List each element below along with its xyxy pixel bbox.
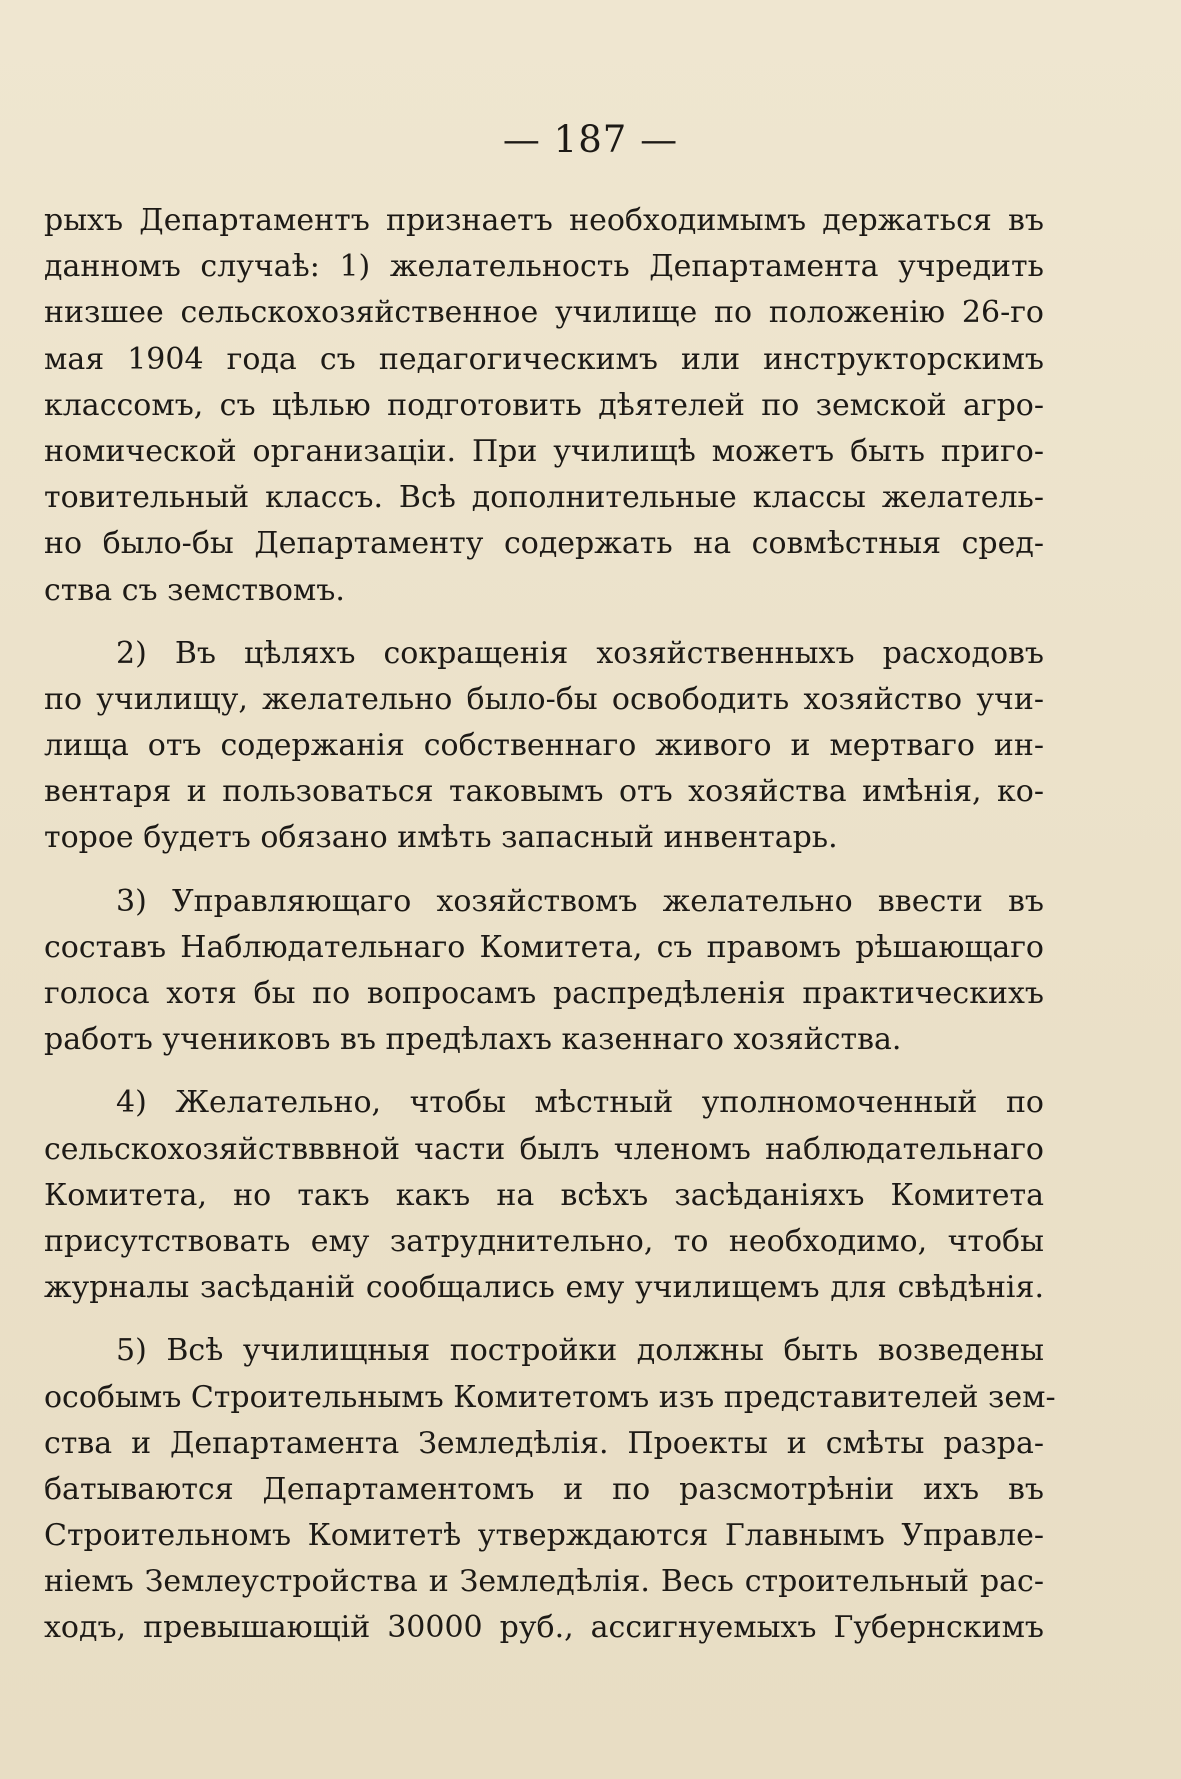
text-line: мая 1904 года съ педагогическимъ или инструкторскимъ [44, 341, 1044, 377]
text-line: низшее сельскохозяйственное училище по положенію 26-го [44, 295, 1044, 331]
text-line: присутствовать ему затруднительно, то необходимо, чтобы [44, 1223, 1044, 1259]
text-line: 2) Въ цѣляхъ сокращенія хозяйственныхъ расходовъ [116, 635, 1044, 671]
paragraph-3 [44, 879, 1044, 1064]
text-line: рыхъ Департаментъ признаетъ необходимымъ держаться въ [44, 203, 1044, 238]
text-line: работъ учениковъ въ предѣлахъ казеннаго хозяйства. [44, 1022, 902, 1058]
text-line: Комитета, но такъ какъ на всѣхъ засѣданіяхъ Комитета [44, 1177, 1044, 1213]
text-line: Строительномъ Комитетѣ утверждаются Главнымъ Управле- [44, 1518, 1044, 1554]
text-line: вентаря и пользоваться таковымъ отъ хозяйства имѣнія, ко- [44, 774, 1044, 810]
text-line: 3) Управляющаго хозяйствомъ желательно ввести въ [116, 883, 1044, 919]
text-line: классомъ, съ цѣлью подготовить дѣятелей по земской агро- [44, 387, 1044, 423]
text-line: особымъ Строительнымъ Комитетомъ изъ представителей зем- [44, 1379, 1056, 1415]
text-line: по училищу, желательно было-бы освободить хозяйство учи- [44, 681, 1044, 717]
page-number: — 187 — [502, 118, 679, 161]
text-line: но было-бы Департаменту содержать на совмѣстныя сред- [44, 526, 1044, 562]
text-line: голоса хотя бы по вопросамъ распредѣленія практическихъ [44, 976, 1044, 1011]
text-line: номической организаціи. При училищѣ можетъ быть приго- [44, 433, 1044, 469]
text-line: батываются Департаментомъ и по разсмотрѣніи ихъ въ [44, 1471, 1044, 1507]
body-text [44, 198, 1056, 1652]
text-line: журналы засѣданій сообщались ему училищемъ для свѣдѣнія. [44, 1270, 1044, 1306]
text-line: 4) Желательно, чтобы мѣстный уполномоченный по [116, 1085, 1044, 1121]
text-line: сельскохозяйствввной части былъ членомъ наблюдательнаго [44, 1131, 1044, 1167]
text-line: ніемъ Землеустройства и Земледѣлія. Весь строительный рас- [44, 1564, 1044, 1600]
paragraph-5 [44, 1328, 1056, 1651]
paragraph-1 [44, 198, 1044, 614]
text-line: данномъ случаѣ: 1) желательность Департамента учредить [44, 249, 1044, 285]
text-line: товительный классъ. Всѣ дополнительные классы желатель- [44, 480, 1044, 516]
text-line: ходъ, превышающій 30000 руб., ассигнуемыхъ Губернскимъ [44, 1610, 1044, 1646]
paragraph-2 [44, 631, 1044, 862]
text-line: составъ Наблюдательнаго Комитета, съ правомъ рѣшающаго [44, 929, 1044, 965]
paragraph-4 [44, 1080, 1044, 1311]
text-line: ства съ земствомъ. [44, 572, 345, 608]
text-line: торое будетъ обязано имѣть запасный инвентарь. [44, 820, 838, 856]
text-line: ства и Департамента Земледѣлія. Проекты и смѣты разра- [44, 1425, 1044, 1461]
text-line: 5) Всѣ училищныя постройки должны быть возведены [116, 1333, 1044, 1369]
text-line: лища отъ содержанія собственнаго живого и мертваго ин- [44, 728, 1044, 764]
